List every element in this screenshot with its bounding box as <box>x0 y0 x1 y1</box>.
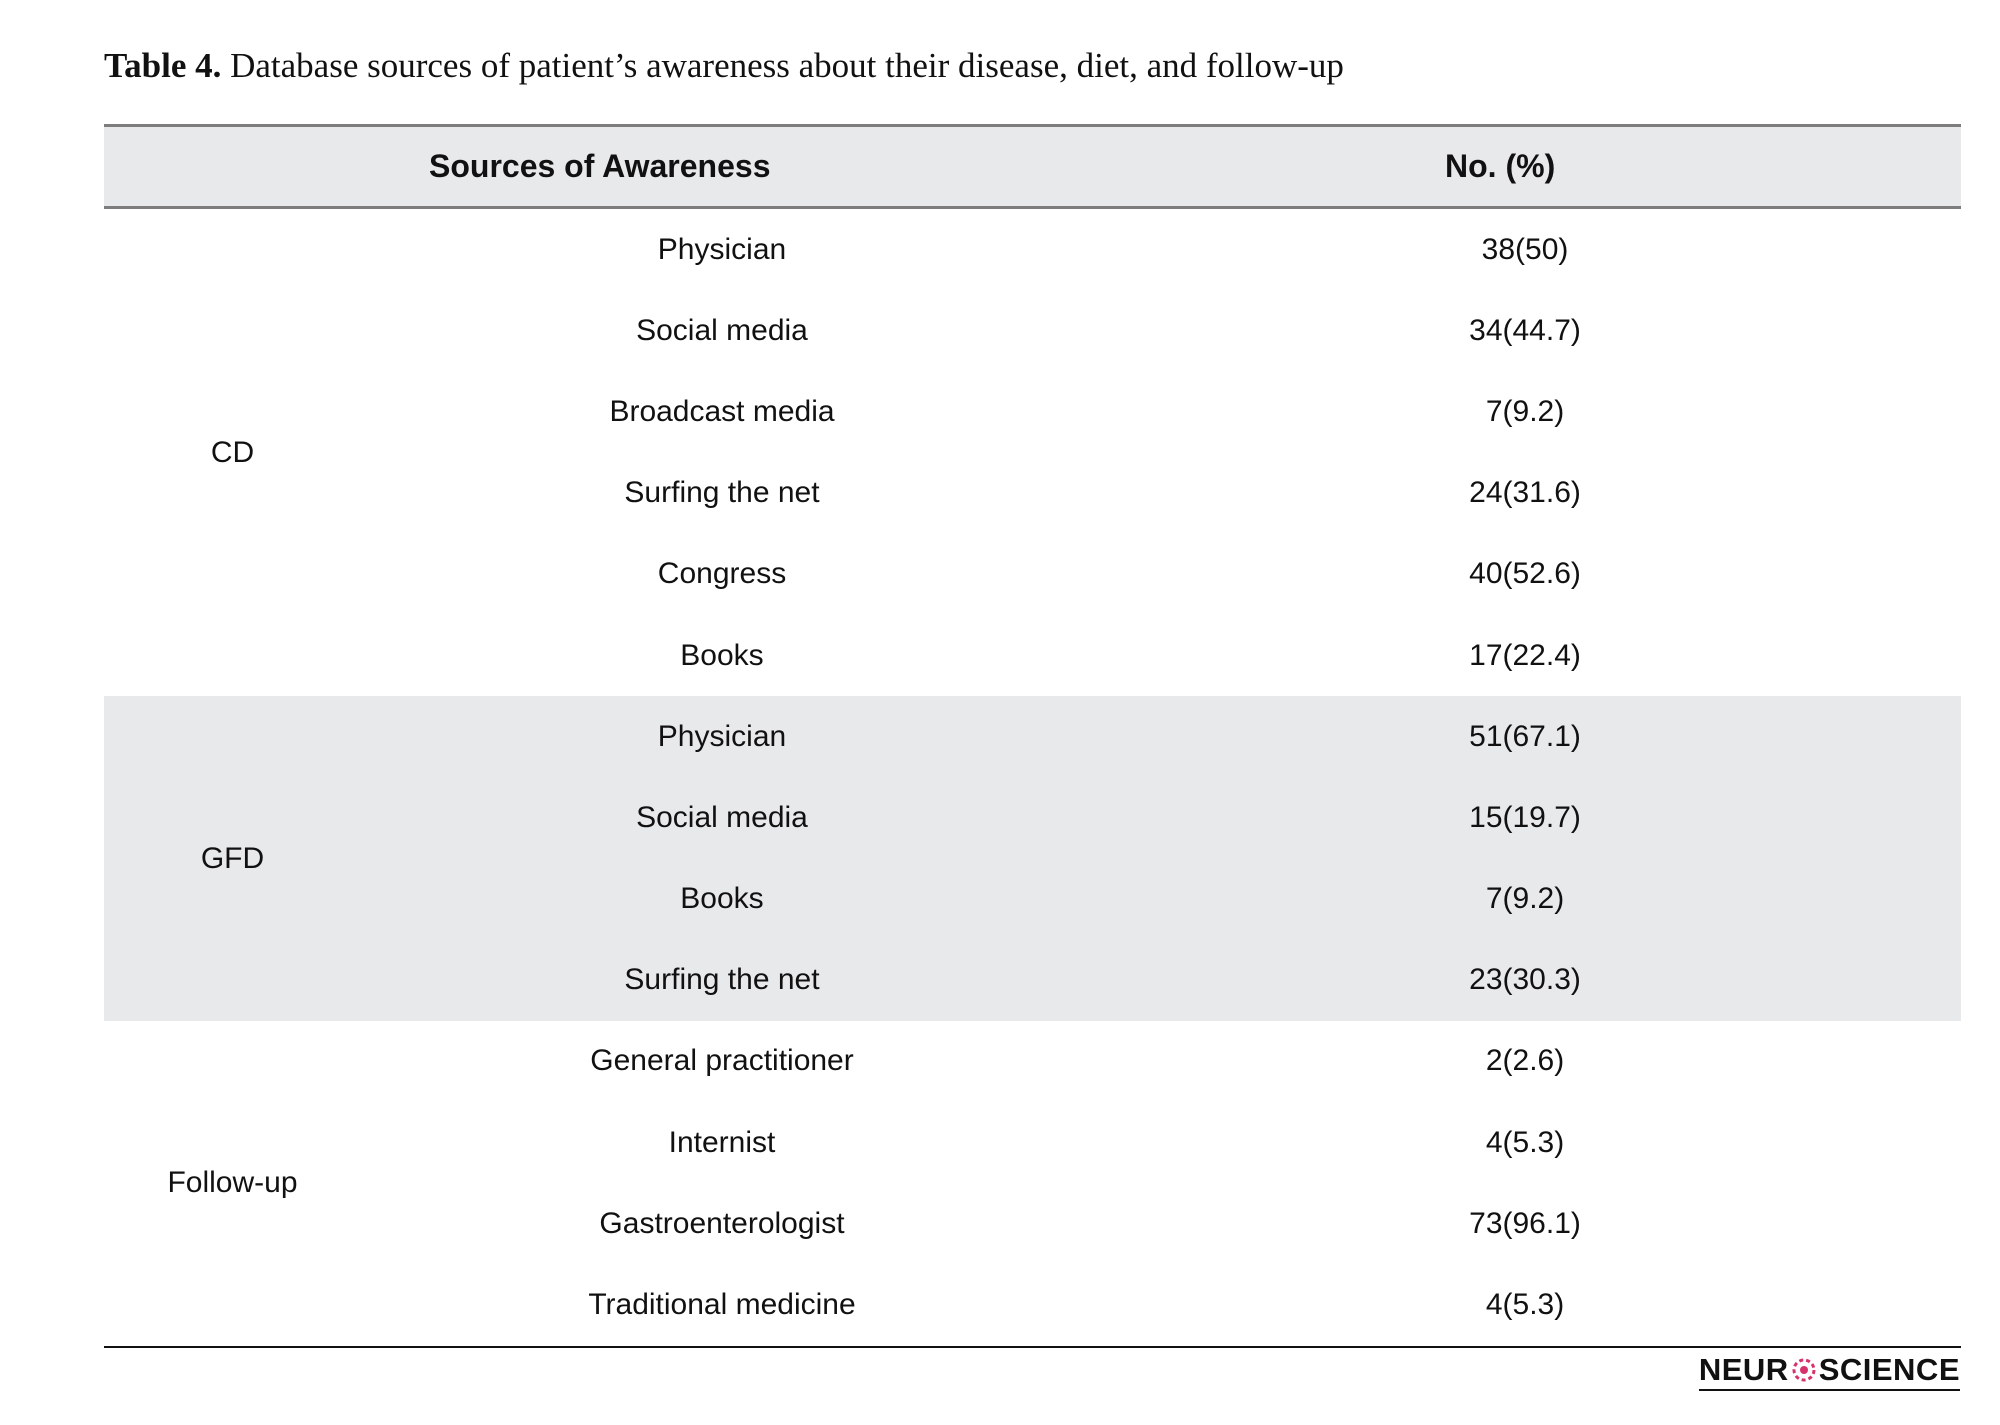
table-row <box>104 534 1961 615</box>
source-cell <box>361 777 1083 858</box>
source-cell <box>361 453 1083 534</box>
table-row <box>104 1021 1961 1102</box>
source-cell <box>361 1102 1083 1183</box>
source-text: General practitioner <box>590 1044 854 1078</box>
source-cell <box>361 290 1083 371</box>
table-row <box>104 1264 1961 1346</box>
value-cell <box>1083 696 1961 777</box>
source-text: Traditional medicine <box>588 1288 856 1322</box>
source-cell <box>361 534 1083 615</box>
value-text: 38(50) <box>1481 232 1569 266</box>
header-no-percent: No. (%) <box>1083 126 1961 208</box>
value-text: 17(22.4) <box>1469 638 1581 672</box>
source-text: Physician <box>657 232 787 266</box>
logo-text-right: SCIENCE <box>1818 1352 1960 1387</box>
group-label: Follow-up <box>104 1021 361 1347</box>
value-text: 15(19.7) <box>1469 800 1581 834</box>
source-cell <box>361 859 1083 940</box>
brain-icon <box>1791 1357 1817 1383</box>
group-label: CD <box>210 435 255 469</box>
value-cell <box>1083 453 1961 534</box>
source-text: Surfing the net <box>624 963 820 997</box>
table-caption-text: Database sources of patient’s awareness about their disease, diet, and follow-up <box>221 46 1344 85</box>
source-cell <box>361 615 1083 696</box>
value-cell <box>1083 1021 1961 1102</box>
source-text: Books <box>680 882 764 916</box>
source-cell <box>361 1183 1083 1264</box>
value-text: 23(30.3) <box>1469 963 1581 997</box>
logo-text-left: NEUR <box>1698 1352 1789 1387</box>
source-cell <box>361 940 1083 1021</box>
table-row <box>104 615 1961 696</box>
value-text: 7(9.2) <box>1485 394 1565 428</box>
source-text: Congress <box>657 557 787 591</box>
table-caption-label: Table 4. <box>104 46 222 85</box>
table-row <box>104 696 1961 777</box>
source-cell <box>361 208 1083 291</box>
value-cell <box>1083 208 1961 291</box>
table-caption <box>104 46 1344 86</box>
table-row <box>104 453 1961 534</box>
source-cell <box>361 1021 1083 1102</box>
group-label: GFD <box>104 696 361 1021</box>
table-row <box>104 1183 1961 1264</box>
source-text: Gastroenterologist <box>599 1206 845 1240</box>
table-row <box>104 1102 1961 1183</box>
value-cell <box>1083 940 1961 1021</box>
value-text: 34(44.7) <box>1469 313 1581 347</box>
value-cell <box>1083 1264 1961 1346</box>
table-header-row <box>104 126 1961 208</box>
source-cell <box>361 696 1083 777</box>
table-row <box>104 290 1961 371</box>
value-text: 51(67.1) <box>1469 719 1581 753</box>
table-row <box>104 859 1961 940</box>
table-body <box>104 208 1961 1347</box>
value-cell <box>1083 615 1961 696</box>
value-cell <box>1083 534 1961 615</box>
header-sources-of-awareness: Sources of Awareness <box>104 126 1083 208</box>
value-cell <box>1083 859 1961 940</box>
awareness-table-container <box>104 124 1961 1348</box>
value-cell <box>1083 1102 1961 1183</box>
value-text: 4(5.3) <box>1485 1125 1565 1159</box>
table-row <box>104 208 1961 291</box>
value-cell <box>1083 1183 1961 1264</box>
neuroscience-logo <box>1699 1352 1960 1391</box>
awareness-table <box>104 124 1961 1348</box>
value-text: 2(2.6) <box>1485 1044 1565 1078</box>
source-text: Physician <box>657 719 787 753</box>
source-text: Social media <box>636 800 808 834</box>
value-text: 24(31.6) <box>1469 476 1581 510</box>
table-row <box>104 371 1961 452</box>
value-text: 40(52.6) <box>1469 557 1581 591</box>
value-cell <box>1083 371 1961 452</box>
source-text: Books <box>680 638 764 672</box>
table-row <box>104 940 1961 1021</box>
value-cell <box>1083 290 1961 371</box>
table-row <box>104 777 1961 858</box>
value-cell <box>1083 777 1961 858</box>
source-text: Social media <box>636 313 808 347</box>
source-cell <box>361 1264 1083 1346</box>
source-text: Surfing the net <box>624 476 820 510</box>
source-text: Broadcast media <box>609 394 835 428</box>
source-text: Internist <box>668 1125 776 1159</box>
value-text: 4(5.3) <box>1485 1288 1565 1322</box>
value-text: 7(9.2) <box>1485 882 1565 916</box>
value-text: 73(96.1) <box>1469 1206 1581 1240</box>
source-cell <box>361 371 1083 452</box>
